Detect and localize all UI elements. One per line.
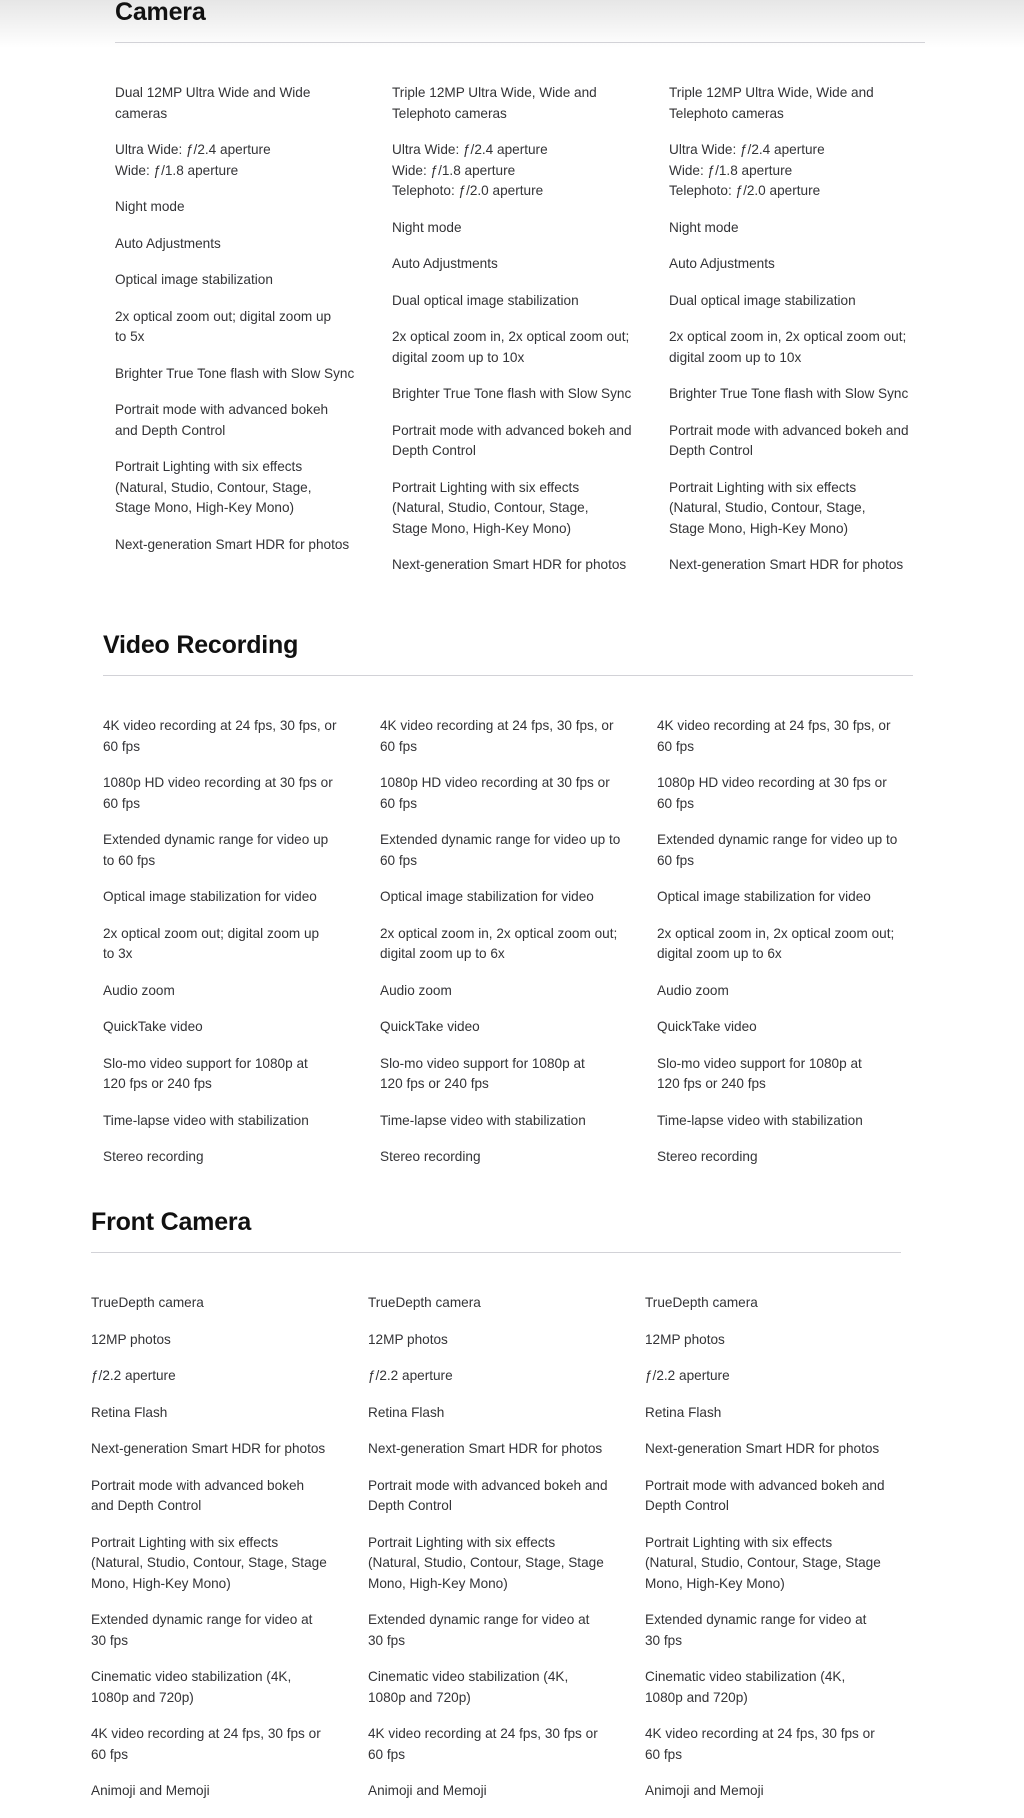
spec-column-1 bbox=[115, 83, 392, 592]
spec-item: Audio zoom bbox=[657, 982, 729, 998]
spec-item: Brighter True Tone flash with Slow Sync bbox=[115, 365, 355, 381]
spec-item: Portrait mode with advanced bokeh and Depth Control bbox=[115, 402, 329, 438]
section-title: Camera bbox=[115, 0, 206, 26]
spec-item: ƒ/2.2 aperture bbox=[368, 1368, 453, 1383]
spec-item: Extended dynamic range for video at 30 fps bbox=[645, 1612, 867, 1648]
spec-item: 2x optical zoom in, 2x optical zoom out; digital zoom up to 6x bbox=[657, 925, 895, 961]
spec-item: Animoji and Memoji bbox=[368, 1783, 487, 1798]
spec-item: Portrait mode with advanced bokeh and Depth Control bbox=[392, 422, 632, 458]
spec-item: Animoji and Memoji bbox=[91, 1783, 210, 1798]
spec-item: 12MP photos bbox=[91, 1331, 171, 1347]
spec-item: 4K video recording at 24 fps, 30 fps, or 60 fps bbox=[657, 718, 891, 754]
spec-item: Next-generation Smart HDR for photos bbox=[115, 536, 350, 552]
spec-item: Extended dynamic range for video up to 60 fps bbox=[657, 832, 898, 868]
spec-item: Time-lapse video with stabilization bbox=[103, 1112, 309, 1128]
spec-item: Portrait mode with advanced bokeh and Depth Control bbox=[669, 422, 909, 458]
spec-item: Next-generation Smart HDR for photos bbox=[91, 1441, 326, 1456]
spec-item: Ultra Wide: ƒ/2.4 aperture Wide: ƒ/1.8 aperture Telephoto: ƒ/2.0 aperture bbox=[392, 142, 548, 198]
spec-item: Optical image stabilization bbox=[115, 272, 273, 287]
spec-item: Time-lapse video with stabilization bbox=[380, 1112, 586, 1128]
spec-item: Triple 12MP Ultra Wide, Wide and Telephoto cameras bbox=[392, 85, 597, 121]
spec-item: Ultra Wide: ƒ/2.4 aperture Wide: ƒ/1.8 aperture bbox=[115, 142, 271, 178]
spec-item: 2x optical zoom in, 2x optical zoom out; digital zoom up to 6x bbox=[380, 925, 618, 961]
spec-item: Brighter True Tone flash with Slow Sync bbox=[392, 386, 632, 401]
spec-item: Portrait Lighting with six effects (Natural, Studio, Contour, Stage, Stage Mono, High-Key Mono) bbox=[368, 1534, 604, 1591]
spec-column-3 bbox=[669, 83, 925, 592]
spec-column-3 bbox=[657, 716, 913, 1184]
section-divider bbox=[115, 42, 925, 43]
section-camera bbox=[115, 0, 925, 592]
spec-item: Dual optical image stabilization bbox=[669, 292, 856, 308]
spec-item: Retina Flash bbox=[645, 1404, 722, 1420]
spec-item: Portrait Lighting with six effects (Natural, Studio, Contour, Stage, Stage Mono, High-Key Mono) bbox=[669, 479, 866, 536]
spec-item: 2x optical zoom out; digital zoom up to 3x bbox=[103, 925, 320, 961]
spec-item: Retina Flash bbox=[368, 1404, 445, 1420]
spec-columns bbox=[115, 83, 925, 592]
section-video-recording bbox=[103, 631, 913, 1184]
spec-column-2 bbox=[368, 1293, 645, 1818]
spec-item: Stereo recording bbox=[657, 1149, 758, 1164]
spec-item: Night mode bbox=[115, 199, 185, 214]
spec-item: Next-generation Smart HDR for photos bbox=[645, 1441, 880, 1456]
spec-item: Next-generation Smart HDR for photos bbox=[669, 557, 904, 572]
spec-item: Night mode bbox=[669, 219, 739, 235]
spec-item: Extended dynamic range for video up to 60 fps bbox=[380, 832, 621, 868]
spec-item: Slo-mo video support for 1080p at 120 fps or 240 fps bbox=[380, 1055, 585, 1091]
spec-item: Portrait mode with advanced bokeh and Depth Control bbox=[645, 1477, 885, 1513]
section-title: Front Camera bbox=[91, 1208, 252, 1236]
spec-item: Auto Adjustments bbox=[115, 235, 221, 251]
spec-item: 4K video recording at 24 fps, 30 fps, or 60 fps bbox=[103, 718, 337, 754]
spec-item: Dual optical image stabilization bbox=[392, 292, 579, 308]
spec-item: 4K video recording at 24 fps, 30 fps or 60 fps bbox=[91, 1726, 321, 1762]
spec-item: Portrait mode with advanced bokeh and Depth Control bbox=[368, 1477, 608, 1513]
section-divider bbox=[91, 1252, 901, 1253]
spec-column-1 bbox=[91, 1293, 368, 1818]
spec-item: ƒ/2.2 aperture bbox=[91, 1368, 176, 1383]
section-front-camera bbox=[91, 1208, 901, 1818]
spec-item: 2x optical zoom in, 2x optical zoom out; digital zoom up to 10x bbox=[669, 329, 907, 365]
section-divider bbox=[103, 675, 913, 676]
spec-item: Portrait mode with advanced bokeh and Depth Control bbox=[91, 1477, 305, 1513]
spec-item: Audio zoom bbox=[103, 982, 175, 998]
spec-item: Dual 12MP Ultra Wide and Wide cameras bbox=[115, 85, 311, 121]
spec-item: Cinematic video stabilization (4K, 1080p and 720p) bbox=[645, 1669, 846, 1705]
spec-item: Stereo recording bbox=[103, 1149, 204, 1164]
spec-item: Animoji and Memoji bbox=[645, 1783, 764, 1798]
spec-item: ƒ/2.2 aperture bbox=[645, 1368, 730, 1383]
spec-item: Next-generation Smart HDR for photos bbox=[368, 1441, 603, 1456]
spec-item: Time-lapse video with stabilization bbox=[657, 1112, 863, 1128]
spec-column-3 bbox=[645, 1293, 901, 1818]
section-title: Video Recording bbox=[103, 631, 299, 659]
spec-item: Cinematic video stabilization (4K, 1080p and 720p) bbox=[91, 1669, 292, 1705]
spec-item: Portrait Lighting with six effects (Natural, Studio, Contour, Stage, Stage Mono, High-Key Mono) bbox=[115, 459, 312, 515]
spec-column-2 bbox=[380, 716, 657, 1184]
spec-item: Portrait Lighting with six effects (Natural, Studio, Contour, Stage, Stage Mono, High-Key Mono) bbox=[392, 479, 589, 536]
spec-item: Audio zoom bbox=[380, 982, 452, 998]
spec-item: 2x optical zoom in, 2x optical zoom out; digital zoom up to 10x bbox=[392, 329, 630, 365]
spec-item: TrueDepth camera bbox=[91, 1295, 204, 1310]
spec-item: Extended dynamic range for video up to 60 fps bbox=[103, 832, 329, 868]
spec-item: Optical image stabilization for video bbox=[380, 889, 594, 904]
spec-item: Extended dynamic range for video at 30 fps bbox=[368, 1612, 590, 1648]
spec-item: 12MP photos bbox=[645, 1331, 725, 1347]
spec-item: Next-generation Smart HDR for photos bbox=[392, 557, 627, 572]
spec-item: Cinematic video stabilization (4K, 1080p and 720p) bbox=[368, 1669, 569, 1705]
spec-item: Slo-mo video support for 1080p at 120 fps or 240 fps bbox=[103, 1055, 308, 1091]
spec-item: Retina Flash bbox=[91, 1404, 168, 1420]
spec-item: 1080p HD video recording at 30 fps or 60 fps bbox=[103, 775, 333, 811]
spec-item: 1080p HD video recording at 30 fps or 60 fps bbox=[380, 775, 610, 811]
spec-columns bbox=[103, 716, 913, 1184]
spec-item: 4K video recording at 24 fps, 30 fps or 60 fps bbox=[368, 1726, 598, 1762]
spec-item: 12MP photos bbox=[368, 1331, 448, 1347]
spec-item: Brighter True Tone flash with Slow Sync bbox=[669, 386, 909, 401]
spec-item: Ultra Wide: ƒ/2.4 aperture Wide: ƒ/1.8 aperture Telephoto: ƒ/2.0 aperture bbox=[669, 142, 825, 198]
spec-item: Optical image stabilization for video bbox=[657, 889, 871, 904]
spec-item: 4K video recording at 24 fps, 30 fps, or 60 fps bbox=[380, 718, 614, 754]
spec-item: QuickTake video bbox=[103, 1019, 203, 1034]
spec-item: Optical image stabilization for video bbox=[103, 889, 317, 904]
spec-item: Extended dynamic range for video at 30 fps bbox=[91, 1612, 313, 1648]
spec-column-2 bbox=[392, 83, 669, 592]
spec-item: Auto Adjustments bbox=[392, 256, 498, 271]
spec-item: QuickTake video bbox=[380, 1019, 480, 1034]
spec-column-1 bbox=[103, 716, 380, 1184]
spec-item: 1080p HD video recording at 30 fps or 60 fps bbox=[657, 775, 887, 811]
spec-item: 4K video recording at 24 fps, 30 fps or 60 fps bbox=[645, 1726, 875, 1762]
spec-item: Portrait Lighting with six effects (Natural, Studio, Contour, Stage, Stage Mono, High-Key Mono) bbox=[645, 1534, 881, 1591]
spec-item: TrueDepth camera bbox=[645, 1295, 758, 1310]
spec-item: Triple 12MP Ultra Wide, Wide and Telephoto cameras bbox=[669, 85, 874, 121]
spec-columns bbox=[91, 1293, 901, 1818]
spec-item: Auto Adjustments bbox=[669, 256, 775, 271]
spec-item: Night mode bbox=[392, 219, 462, 235]
spec-item: QuickTake video bbox=[657, 1019, 757, 1034]
spec-item: Stereo recording bbox=[380, 1149, 481, 1164]
spec-item: Portrait Lighting with six effects (Natural, Studio, Contour, Stage, Stage Mono, High-Key Mono) bbox=[91, 1534, 327, 1591]
spec-item: Slo-mo video support for 1080p at 120 fps or 240 fps bbox=[657, 1055, 862, 1091]
spec-item: 2x optical zoom out; digital zoom up to 5x bbox=[115, 308, 332, 344]
spec-item: TrueDepth camera bbox=[368, 1295, 481, 1310]
